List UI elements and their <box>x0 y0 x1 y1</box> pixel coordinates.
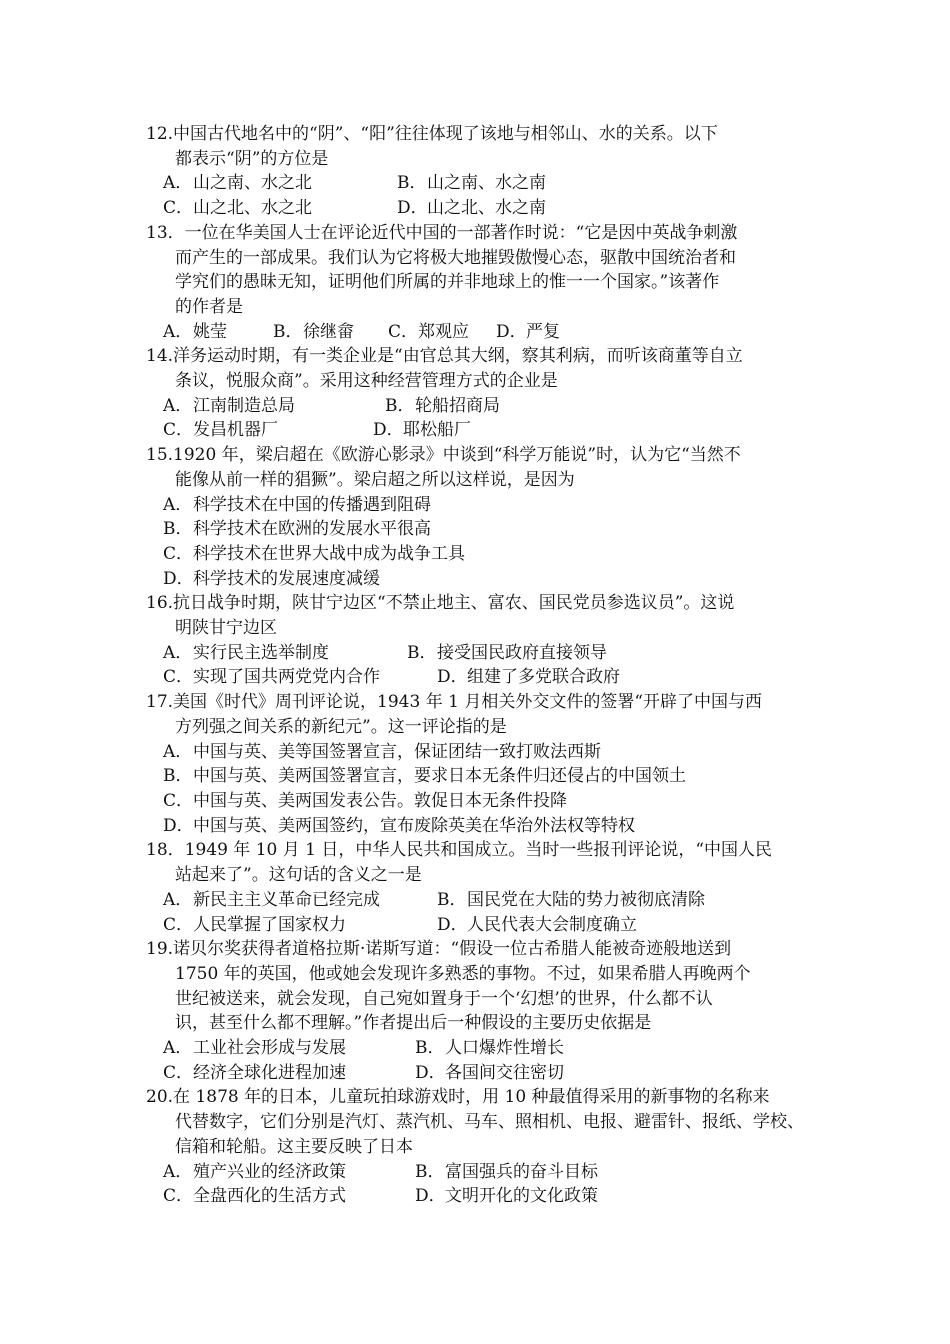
question-15 <box>146 443 826 591</box>
option-letter: B． <box>385 395 415 416</box>
option-letter: B． <box>415 1161 445 1182</box>
option-letter: C． <box>163 790 194 811</box>
option-text: 实现了国共两党党内合作 <box>193 667 380 688</box>
option-a <box>163 1036 415 1061</box>
stem-line: 能像从前一样的猖獗”。梁启超之所以这样说，是因为 <box>175 469 575 490</box>
option-b <box>415 1036 564 1061</box>
option-letter: A． <box>163 395 193 416</box>
option-row <box>146 517 826 542</box>
stem-line: 识，甚至什么都不理解。”作者提出后一种假设的主要历史依据是 <box>175 1013 652 1034</box>
option-row <box>146 789 826 814</box>
option-letter: B． <box>407 642 437 663</box>
option-d <box>415 1061 564 1086</box>
option-a <box>163 320 273 345</box>
option-row <box>146 171 826 196</box>
option-text: 科学技术在世界大战中成为战争工具 <box>193 543 465 564</box>
option-d <box>163 814 635 839</box>
stem-line: 而产生的一部成果。我们认为它将极大地摧毁傲慢心态，驱散中国统治者和 <box>175 247 736 268</box>
option-row <box>146 1036 826 1061</box>
option-text: 发昌机器厂 <box>193 420 278 441</box>
option-row <box>146 665 826 690</box>
option-text: 姚莹 <box>193 321 227 342</box>
stem-line: 方列强之间关系的新纪元”。这一评论指的是 <box>175 716 507 737</box>
option-text: 郑观应 <box>418 321 469 342</box>
option-letter: A． <box>163 173 193 194</box>
stem-line: 学究们的愚昧无知，证明他们所属的并非地球上的惟一一个国家。”该著作 <box>175 272 720 293</box>
option-a <box>163 171 397 196</box>
stem-line: 的作者是 <box>175 296 243 317</box>
question-stem <box>146 937 826 962</box>
option-text: 严复 <box>526 321 560 342</box>
option-row <box>146 320 826 345</box>
option-row <box>146 418 826 443</box>
option-c <box>163 665 437 690</box>
option-row <box>146 542 826 567</box>
option-d <box>437 913 637 938</box>
option-letter: C． <box>163 198 194 219</box>
option-c <box>388 320 496 345</box>
question-19 <box>146 937 826 1085</box>
option-letter: A． <box>163 321 193 342</box>
option-a <box>163 1160 415 1185</box>
option-letter: B． <box>163 519 193 540</box>
option-text: 实行民主选举制度 <box>193 642 329 663</box>
option-text: 中国与英、美两国签署宣言，要求日本无条件归还侵占的中国领土 <box>193 766 686 787</box>
option-text: 徐继畲 <box>303 321 354 342</box>
question-stem <box>146 591 826 616</box>
option-b <box>437 888 705 913</box>
option-text: 经济全球化进程加速 <box>193 1062 346 1083</box>
stem-line: 1750 年的英国，他或她会发现许多熟悉的事物。不过，如果希腊人再晚两个 <box>175 963 751 984</box>
stem-line: 信箱和轮船。这主要反映了日本 <box>175 1136 413 1157</box>
option-row <box>146 913 826 938</box>
option-b <box>415 1160 598 1185</box>
option-text: 山之南、水之北 <box>193 173 312 194</box>
option-letter: A． <box>163 642 193 663</box>
option-b <box>273 320 388 345</box>
question-stem <box>146 122 826 147</box>
question-13 <box>146 221 826 345</box>
option-letter: B． <box>437 889 467 910</box>
option-text: 富国强兵的奋斗目标 <box>445 1161 598 1182</box>
question-number: 16. <box>146 593 174 614</box>
option-letter: D． <box>437 667 468 688</box>
option-row <box>146 814 826 839</box>
option-row <box>146 740 826 765</box>
stem-line: 明陕甘宁边区 <box>175 618 277 639</box>
option-text: 文明开化的文化政策 <box>445 1186 598 1207</box>
option-d <box>415 1184 598 1209</box>
question-number: 14. <box>146 346 174 367</box>
option-text: 耶松船厂 <box>403 420 471 441</box>
question-stem <box>146 838 826 863</box>
stem-line: 抗日战争时期，陕甘宁边区“不禁止地主、富农、国民党员参选议员”。这说 <box>173 593 735 614</box>
option-row <box>146 196 826 221</box>
option-letter: D． <box>415 1186 446 1207</box>
question-number: 13． <box>146 222 185 243</box>
option-letter: A． <box>163 494 193 515</box>
option-letter: A． <box>163 741 193 762</box>
option-row <box>146 641 826 666</box>
option-row <box>146 493 826 518</box>
option-letter: D． <box>163 568 194 589</box>
option-letter: C． <box>163 543 194 564</box>
option-letter: C． <box>163 914 194 935</box>
stem-line: 诺贝尔奖获得者道格拉斯·诺斯写道：“假设一位古希腊人能被奇迹般地送到 <box>173 939 732 960</box>
option-c <box>163 542 465 567</box>
question-stem <box>146 690 826 715</box>
option-a <box>163 394 385 419</box>
option-text: 各国间交往密切 <box>445 1062 564 1083</box>
option-text: 新民主主义革命已经完成 <box>193 889 380 910</box>
question-number: 19. <box>146 939 174 960</box>
option-text: 人民代表大会制度确立 <box>467 914 637 935</box>
option-text: 中国与英、美两国签约，宣布废除英美在华治外法权等特权 <box>193 815 635 836</box>
question-20 <box>146 1085 826 1209</box>
option-letter: A． <box>163 889 193 910</box>
option-text: 中国与英、美两国发表公告。敦促日本无条件投降 <box>193 790 567 811</box>
option-a <box>163 888 437 913</box>
option-letter: B． <box>415 1038 445 1059</box>
question-stem <box>146 344 826 369</box>
question-17 <box>146 690 826 838</box>
question-number: 17. <box>146 692 174 713</box>
option-row <box>146 888 826 913</box>
question-number: 15. <box>146 445 174 466</box>
option-letter: C． <box>163 420 194 441</box>
question-18 <box>146 838 826 937</box>
option-text: 国民党在大陆的势力被彻底清除 <box>467 889 705 910</box>
option-c <box>163 196 397 221</box>
option-b <box>163 764 686 789</box>
option-d <box>397 196 546 221</box>
stem-line: 美国《时代》周刊评论说，1943 年 1 月相关外交文件的签署“开辟了中国与西 <box>173 692 763 713</box>
option-text: 山之北、水之南 <box>427 198 546 219</box>
question-number: 18． <box>146 840 185 861</box>
option-letter: C． <box>163 667 194 688</box>
option-a <box>163 740 601 765</box>
option-letter: D． <box>373 420 404 441</box>
option-text: 人口爆炸性增长 <box>445 1038 564 1059</box>
stem-line: 世纪被送来，就会发现，自己宛如置身于一个‘幻想’的世界，什么都不认 <box>175 988 713 1009</box>
option-text: 山之北、水之北 <box>193 198 312 219</box>
question-stem <box>146 443 826 468</box>
option-b <box>163 517 431 542</box>
option-c <box>163 1061 415 1086</box>
option-c <box>163 418 373 443</box>
option-text: 组建了多党联合政府 <box>467 667 620 688</box>
question-14 <box>146 344 826 443</box>
option-c <box>163 789 567 814</box>
stem-line: 代替数字，它们分别是汽灯、蒸汽机、马车、照相机、电报、避雷针、报纸、学校、 <box>175 1112 804 1133</box>
option-d <box>496 320 560 345</box>
option-letter: D． <box>437 914 468 935</box>
option-letter: B． <box>397 173 427 194</box>
stem-line: 站起来了”。这句话的含义之一是 <box>175 865 422 886</box>
option-text: 全盘西化的生活方式 <box>193 1186 346 1207</box>
option-letter: C． <box>163 1062 194 1083</box>
option-c <box>163 913 437 938</box>
option-text: 接受国民政府直接领导 <box>437 642 607 663</box>
stem-line: 中国古代地名中的“阴”、“阳”往往体现了该地与相邻山、水的关系。以下 <box>173 124 718 144</box>
option-text: 中国与英、美等国签署宣言，保证团结一致打败法西斯 <box>193 741 601 762</box>
stem-line: 1949 年 10 月 1 日，中华人民共和国成立。当时一些报刊评论说，“中国人民 <box>184 840 773 861</box>
option-text: 科学技术在欧洲的发展水平很高 <box>193 519 431 540</box>
option-row <box>146 567 826 592</box>
option-letter: D． <box>496 321 527 342</box>
option-a <box>163 641 407 666</box>
option-text: 江南制造总局 <box>193 395 295 416</box>
option-d <box>373 418 471 443</box>
stem-line: 在 1878 年的日本，儿童玩拍球游戏时，用 10 种最值得采用的新事物的名称来 <box>173 1087 770 1108</box>
stem-line: 1920 年，梁启超在《欧游心影录》中谈到“科学万能说”时，认为它“当然不 <box>173 445 741 466</box>
option-row <box>146 1160 826 1185</box>
option-d <box>437 665 620 690</box>
option-b <box>397 171 546 196</box>
option-c <box>163 1184 415 1209</box>
question-stem <box>146 221 826 246</box>
option-letter: B． <box>273 321 303 342</box>
option-letter: A． <box>163 1161 193 1182</box>
option-text: 科学技术在中国的传播遇到阻碍 <box>193 494 431 515</box>
option-row <box>146 1061 826 1086</box>
option-text: 殖产兴业的经济政策 <box>193 1161 346 1182</box>
option-letter: C． <box>388 321 419 342</box>
option-row <box>146 394 826 419</box>
option-row <box>146 1184 826 1209</box>
stem-line: 都表示“阴”的方位是 <box>175 148 329 169</box>
stem-line: 一位在华美国人士在评论近代中国的一部著作时说：“它是因中英战争刺激 <box>184 222 738 243</box>
option-text: 科学技术的发展速度减缓 <box>193 568 380 589</box>
option-letter: D． <box>397 198 428 219</box>
question-12 <box>146 122 826 221</box>
option-d <box>163 567 380 592</box>
option-text: 工业社会形成与发展 <box>193 1038 346 1059</box>
option-letter: C． <box>163 1186 194 1207</box>
option-text: 人民掌握了国家权力 <box>193 914 346 935</box>
option-text: 轮船招商局 <box>415 395 500 416</box>
stem-line: 洋务运动时期，有一类企业是“由官总其大纲，察其利病，而听该商董等自立 <box>173 346 743 367</box>
question-list <box>146 122 826 1209</box>
option-letter: D． <box>415 1062 446 1083</box>
question-16 <box>146 591 826 690</box>
option-text: 山之南、水之南 <box>427 173 546 194</box>
option-row <box>146 764 826 789</box>
option-b <box>407 641 607 666</box>
question-number: 12. <box>146 124 174 144</box>
question-number: 20. <box>146 1087 174 1108</box>
question-stem <box>146 1085 826 1110</box>
option-a <box>163 493 431 518</box>
option-letter: A． <box>163 1038 193 1059</box>
option-b <box>385 394 500 419</box>
option-letter: D． <box>163 815 194 836</box>
stem-line: 条议，悦服众商”。采用这种经营管理方式的企业是 <box>175 371 558 392</box>
option-letter: B． <box>163 766 193 787</box>
